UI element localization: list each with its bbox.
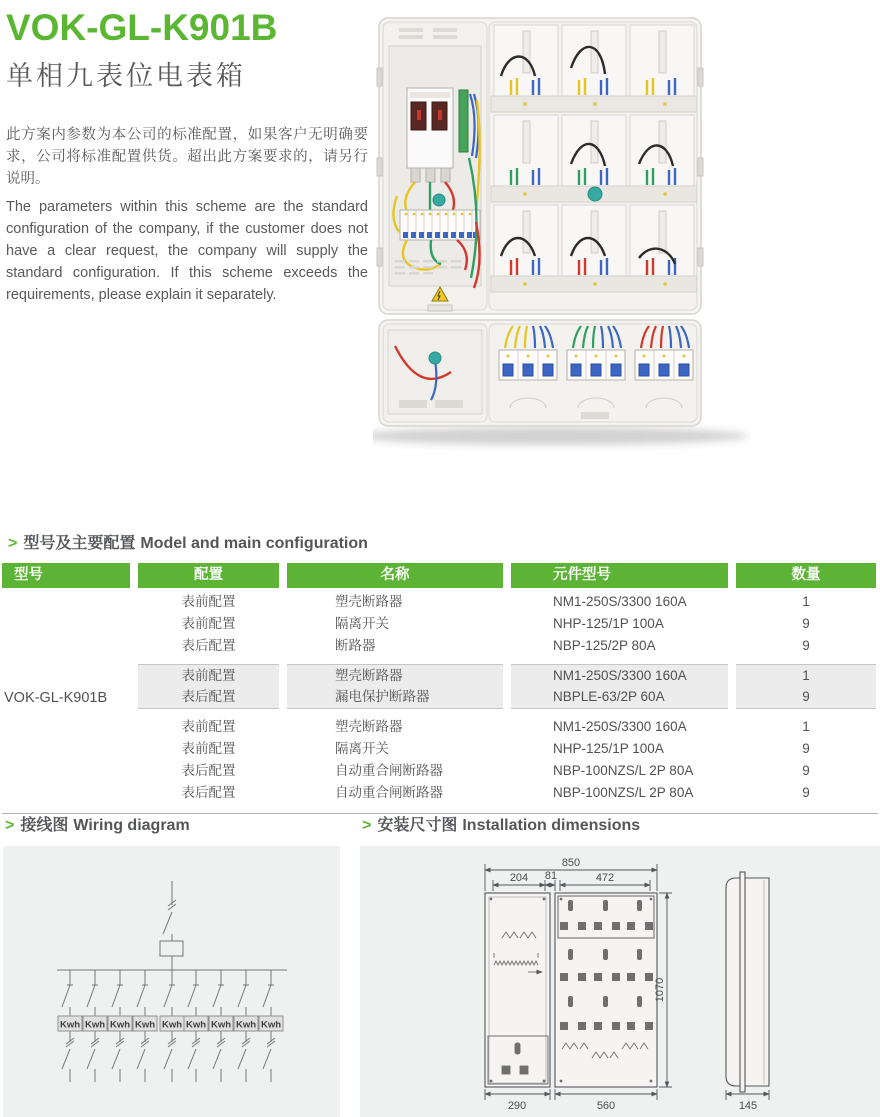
front-left-box xyxy=(485,893,550,1087)
cell-qty: 1 xyxy=(736,664,876,687)
installation-dimensions-drawing xyxy=(360,846,880,1117)
service-column xyxy=(389,28,481,311)
cell-component: NM1-250S/3300 160A xyxy=(511,664,728,687)
kwh-label: Kwh xyxy=(235,1019,257,1031)
lead-seal xyxy=(433,194,445,206)
branch-lines xyxy=(62,970,274,1016)
dim-left-box-width: 290 xyxy=(507,1100,527,1112)
meter-box-bottom-unit xyxy=(379,320,701,426)
heading-arrow-icon: > xyxy=(5,817,15,834)
config-group-2 xyxy=(138,662,878,710)
cell-config: 表前配置 xyxy=(181,594,236,609)
cell-config: 表后配置 xyxy=(181,638,236,653)
section-heading-wiring xyxy=(5,812,190,835)
cell-config: 表前配置 xyxy=(181,741,236,756)
kwh-label: Kwh xyxy=(185,1019,207,1031)
kwh-meter-symbols xyxy=(58,1016,283,1031)
dim-gap: 81 xyxy=(544,870,558,882)
product-subtitle: 单相九表位电表箱 xyxy=(6,61,246,91)
wiring-diagram-panel xyxy=(3,846,340,1117)
dim-depth: 145 xyxy=(738,1100,758,1112)
terminal-strip xyxy=(459,90,468,152)
kwh-label: Kwh xyxy=(134,1019,156,1031)
dim-height: 1070 xyxy=(654,977,666,1003)
photo-shadow xyxy=(373,427,748,445)
kwh-label: Kwh xyxy=(59,1019,81,1031)
heading-arrow-icon: > xyxy=(8,535,18,552)
cell-config: 表前配置 xyxy=(181,616,236,631)
cell-config: 表前配置 xyxy=(181,719,236,734)
table-row xyxy=(138,738,878,760)
cell-name: 断路器 xyxy=(335,638,376,653)
cell-config: 表后配置 xyxy=(181,785,236,800)
section-heading-dimensions xyxy=(362,812,640,835)
cell-name: 自动重合闸断路器 xyxy=(335,763,443,778)
kwh-label: Kwh xyxy=(210,1019,232,1031)
front-right-box xyxy=(555,893,657,1087)
cell-component: NBPLE-63/2P 60A xyxy=(511,686,728,709)
meter-bay-grid xyxy=(491,25,697,292)
rail-seal xyxy=(588,187,602,201)
dim-right-box-width: 560 xyxy=(596,1100,616,1112)
table-row xyxy=(138,664,878,686)
cell-qty: 9 xyxy=(802,741,810,756)
model-name-cell: VOK-GL-K901B xyxy=(4,689,108,706)
cell-component: NBP-125/2P 80A xyxy=(553,638,656,653)
cell-config: 表前配置 xyxy=(138,664,279,687)
table-row xyxy=(138,686,878,708)
section-heading-config xyxy=(8,530,368,553)
wiring-heading-zh: 接线图 xyxy=(20,817,69,834)
cell-qty: 9 xyxy=(802,785,810,800)
table-row xyxy=(138,782,878,804)
cell-name: 漏电保护断路器 xyxy=(287,686,503,709)
isolator-row xyxy=(400,210,480,240)
config-heading-en: Model and main configuration xyxy=(140,535,368,552)
config-group-3 xyxy=(138,716,878,804)
cell-component: NHP-125/1P 100A xyxy=(553,741,664,756)
dim-overall-width: 850 xyxy=(561,857,581,869)
kwh-label: Kwh xyxy=(84,1019,106,1031)
table-row xyxy=(138,635,878,657)
cell-qty: 1 xyxy=(802,594,810,609)
cell-name: 塑壳断路器 xyxy=(335,719,403,734)
side-view xyxy=(726,872,769,1092)
col-header-name: 名称 xyxy=(287,563,503,588)
cell-component: NM1-250S/3300 160A xyxy=(553,594,687,609)
cell-qty: 9 xyxy=(736,686,876,709)
cell-qty: 9 xyxy=(802,638,810,653)
product-model-title: VOK-GL-K901B xyxy=(6,7,278,48)
col-header-config: 配置 xyxy=(138,563,279,588)
cell-component: NBP-100NZS/L 2P 80A xyxy=(553,785,694,800)
main-breaker xyxy=(407,88,453,182)
cell-name: 自动重合闸断路器 xyxy=(335,785,443,800)
outgoing-breaker-symbols xyxy=(62,1031,275,1082)
dimensions-heading-zh: 安装尺寸图 xyxy=(377,817,458,834)
table-row xyxy=(138,760,878,782)
kwh-label: Kwh xyxy=(161,1019,183,1031)
table-row xyxy=(138,716,878,738)
kwh-label: Kwh xyxy=(260,1019,282,1031)
config-group-1 xyxy=(138,591,878,657)
cell-config: 表后配置 xyxy=(181,763,236,778)
cell-name: 塑壳断路器 xyxy=(287,664,503,687)
cell-name: 隔离开关 xyxy=(335,616,389,631)
col-header-component: 元件型号 xyxy=(511,563,728,588)
table-row xyxy=(138,613,878,635)
config-table xyxy=(2,563,878,814)
dimensions-panel xyxy=(360,846,880,1117)
meter-box-top-unit xyxy=(377,18,703,314)
dimensions-heading-en: Installation dimensions xyxy=(462,817,641,834)
bottom-left-compartment xyxy=(388,330,482,414)
main-breaker-symbol xyxy=(160,941,183,956)
cell-component: NM1-250S/3300 160A xyxy=(553,719,687,734)
config-heading-zh: 型号及主要配置 xyxy=(23,535,136,552)
wiring-diagram xyxy=(3,846,340,1117)
cell-name: 塑壳断路器 xyxy=(335,594,403,609)
col-header-qty: 数量 xyxy=(736,563,876,588)
table-row xyxy=(138,591,878,613)
cell-qty: 1 xyxy=(802,719,810,734)
cell-name: 隔离开关 xyxy=(335,741,389,756)
cell-qty: 9 xyxy=(802,616,810,631)
intro-paragraph-en: The parameters within this scheme are the standard configuration of the company, if the customer does not have a clear request, the company will supply the standard configuration. If this scheme exceeds the requirements, please explain it separately. xyxy=(6,199,368,303)
cell-qty: 9 xyxy=(802,763,810,778)
dim-right-hole-width: 472 xyxy=(595,872,615,884)
product-photo xyxy=(373,8,880,453)
cell-component: NHP-125/1P 100A xyxy=(553,616,664,631)
kwh-label: Kwh xyxy=(109,1019,131,1031)
config-table-header xyxy=(2,563,878,588)
wiring-heading-en: Wiring diagram xyxy=(73,817,190,834)
intro-paragraph-zh: 此方案内参数为本公司的标准配置，如果客户无明确要求，公司将标准配置供货。超出此方案要求的，请另行说明。 xyxy=(6,127,368,187)
dim-left-hole-width: 204 xyxy=(509,872,529,884)
heading-arrow-icon: > xyxy=(362,817,372,834)
cell-config: 表后配置 xyxy=(138,686,279,709)
cell-component: NBP-100NZS/L 2P 80A xyxy=(553,763,694,778)
col-header-model: 型号 xyxy=(2,563,130,588)
